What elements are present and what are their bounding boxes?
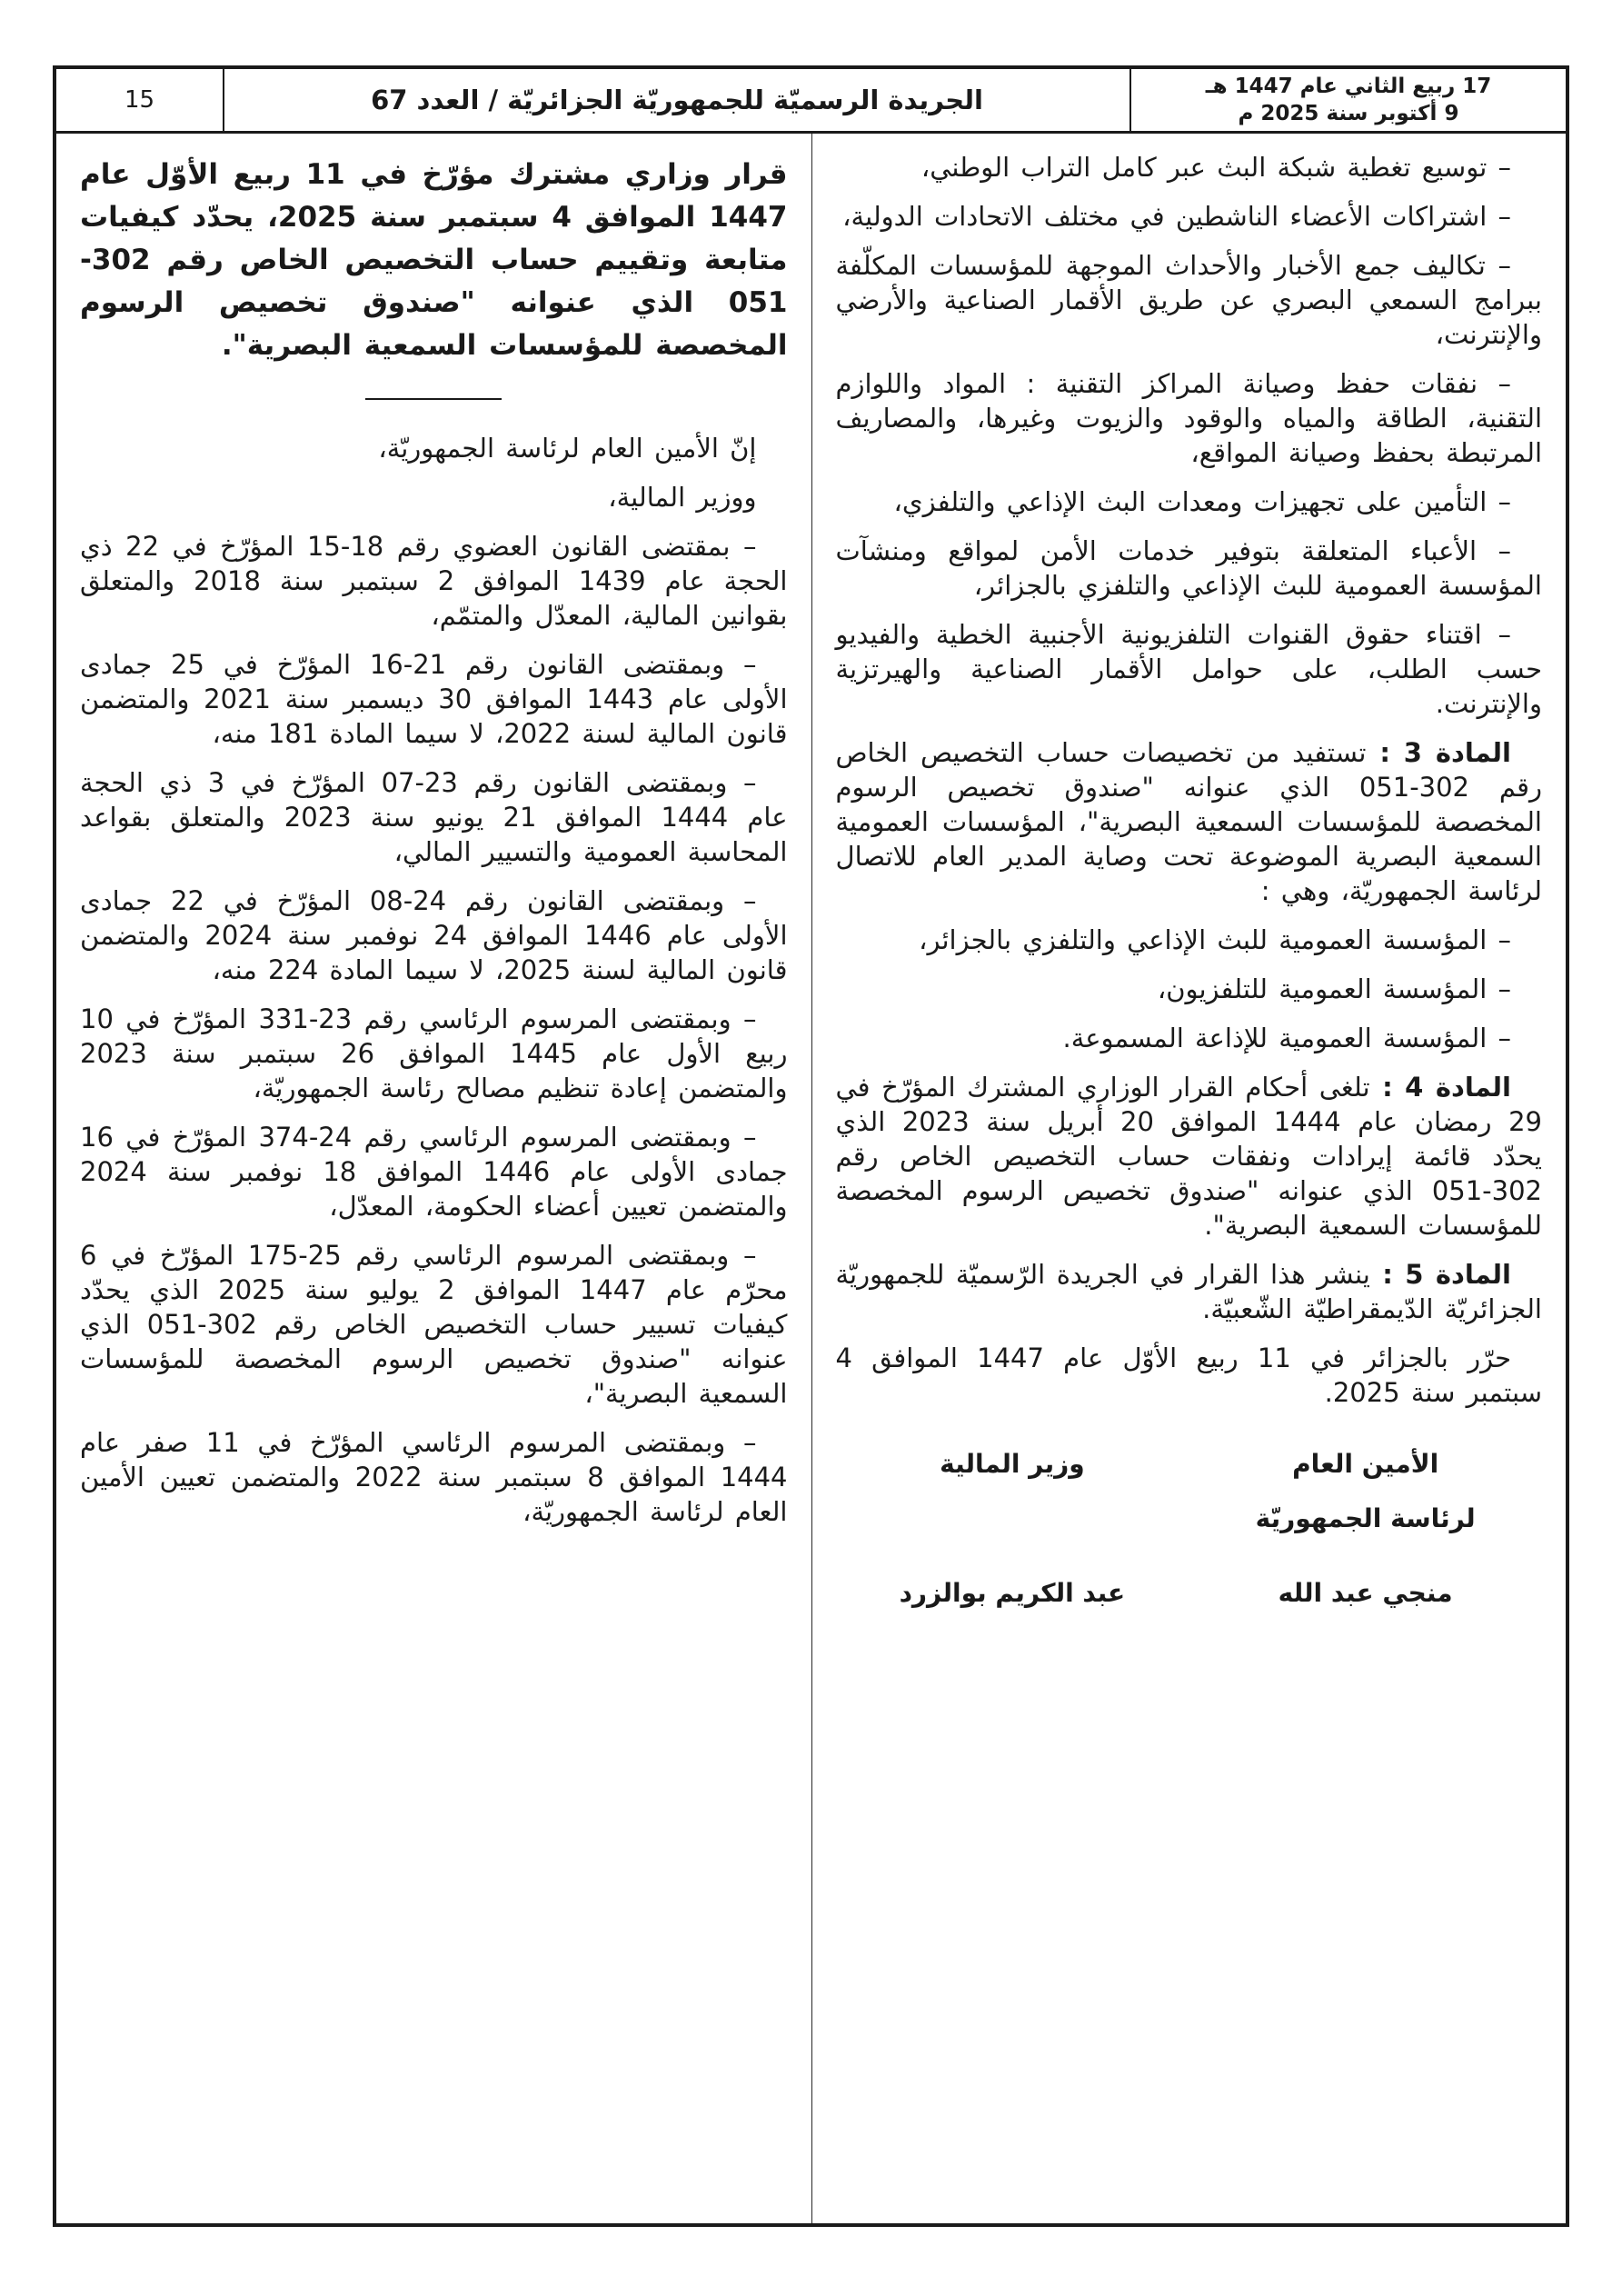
beneficiary-item: – المؤسسة العمومية للتلفزيون، — [1157, 973, 1511, 1004]
citation: – وبمقتضى القانون رقم 24-08 المؤرّخ في 22 جمادى الأولى عام 1446 الموافق 24 نوفمبر سنة 2024 والمتضمن قانون المالية لسنة 2025، لا سيما المادة 224 منه، — [80, 885, 788, 985]
expense-item: – تكاليف جمع الأخبار والأحداث الموجهة للمؤسسات المكلّفة ببرامج السمعي البصري عن طريق الأقمار الصناعية والأرضي والإنترنت، — [835, 250, 1542, 350]
article-4-text: تلغى أحكام القرار الوزاري المشترك المؤرّخ في 29 رمضان عام 1444 الموافق 20 أبريل سنة 2023 الذي يحدّد قائمة إيرادات ونفقات حساب التخصيص الخاص رقم 302-051 الذي عنوانه "صندوق تخصيص الرسوم المخصصة للمؤسسات السمعية البصرية". — [835, 1072, 1542, 1241]
date-gregorian: 9 أكتوبر سنة 2025 م — [1238, 102, 1459, 125]
header-dates — [1129, 69, 1566, 131]
article-3-text: تستفيد من تخصيصات حساب التخصيص الخاص رقم 302-051 الذي عنوانه "صندوق تخصيص الرسوم المخصصة للمؤسسات السمعية البصرية"، المؤسسات العمومية السمعية البصرية الموضوعة تحت وصاية المدير العام للاتصال لرئاسة الجمهوريّة، وهي : — [835, 737, 1542, 906]
expense-item: – اشتراكات الأعضاء الناشطين في مختلف الاتحادات الدولية، — [842, 201, 1511, 232]
beneficiary-item: – المؤسسة العمومية للبث الإذاعي والتلفزي بالجزائر، — [919, 924, 1511, 955]
expense-item: – نفقات حفظ وصيانة المراكز التقنية : المواد واللوازم التقنية، الطاقة والمياه والوقود والزيوت وغيرها، والمصاريف المرتبطة بحفظ وصيانة المواقع، — [835, 368, 1542, 468]
expense-item: – التأمين على تجهيزات ومعدات البث الإذاعي والتلفزي، — [893, 486, 1511, 517]
closing-paragraph: حرّر بالجزائر في 11 ربيع الأوّل عام 1447 الموافق 4 سبتمبر سنة 2025. — [835, 1343, 1542, 1408]
intro-line: ووزير المالية، — [608, 482, 757, 513]
signature-title-line2: لرئاسة الجمهوريّة — [1255, 1503, 1476, 1533]
journal-title: الجريدة الرسميّة للجمهوريّة الجزائريّة / العدد 67 — [371, 85, 983, 115]
signature-secretary-general — [1189, 1448, 1542, 1610]
beneficiary-item: – المؤسسة العمومية للإذاعة المسموعة. — [1062, 1023, 1511, 1053]
citation: – وبمقتضى المرسوم الرئاسي المؤرّخ في 11 صفر عام 1444 الموافق 8 سبتمبر سنة 2022 والمتضمن تعيين الأمين العام لرئاسة الجمهوريّة، — [80, 1427, 788, 1527]
signature-title: الأمين العام — [1292, 1449, 1439, 1479]
left-column — [56, 134, 811, 2223]
expense-item: – توسيع تغطية شبكة البث عبر كامل التراب الوطني، — [920, 152, 1511, 183]
article-5-label: المادة 5 : — [1369, 1259, 1511, 1290]
citation: – وبمقتضى المرسوم الرئاسي رقم 24-374 المؤرّخ في 16 جمادى الأولى عام 1446 الموافق 18 نوفمبر سنة 2024 والمتضمن تعيين أعضاء الحكومة، المعدّل، — [80, 1122, 788, 1222]
signature-name: عبد الكريم بوالزرد — [899, 1578, 1126, 1608]
page-frame — [53, 65, 1569, 2227]
expense-item: – الأعباء المتعلقة بتوفير خدمات الأمن لمواقع ومنشآت المؤسسة العمومية للبث الإذاعي والتلفزي بالجزائر، — [835, 535, 1542, 601]
expense-item: – اقتناء حقوق القنوات التلفزيونية الأجنبية الخطية والفيديو حسب الطلب، على حوامل الأقمار الصناعية والهيرتزية والإنترنت. — [835, 619, 1542, 719]
date-hijri: 17 ربيع الثاني عام 1447 هـ — [1205, 75, 1492, 98]
article-5-text: ينشر هذا القرار في الجريدة الرّسميّة للجمهوريّة الجزائريّة الدّيمقراطيّة الشّعبيّة. — [835, 1259, 1542, 1324]
section-divider — [365, 398, 502, 400]
citation: – وبمقتضى القانون رقم 21-16 المؤرّخ في 25 جمادى الأولى عام 1443 الموافق 30 ديسمبر سنة 2021 والمتضمن قانون المالية لسنة 2022، لا سيما المادة 181 منه، — [80, 649, 788, 749]
article-3-label: المادة 3 : — [1366, 737, 1511, 768]
page-number: 15 — [56, 69, 224, 131]
citation: – وبمقتضى القانون رقم 23-07 المؤرّخ في 3 ذي الحجة عام 1444 الموافق 21 يونيو سنة 2023 والمتعلق بقواعد المحاسبة العمومية والتسيير المالي، — [80, 767, 788, 867]
intro-line: إنّ الأمين العام لرئاسة الجمهوريّة، — [378, 433, 757, 464]
signature-title: وزير المالية — [940, 1449, 1085, 1479]
article-4 — [836, 1070, 1543, 1243]
decree-title: قرار وزاري مشترك مؤرّخ في 11 ربيع الأوّل عام 1447 الموافق 4 سبتمبر سنة 2025، يحدّد كيفيات متابعة وتقييم حساب التخصيص الخاص رقم 302-051 الذي عنوانه "صندوق تخصيص الرسوم المخصصة للمؤسسات السمعية البصرية". — [80, 158, 788, 362]
article-5 — [836, 1257, 1543, 1326]
page-header — [56, 69, 1566, 134]
article-3 — [836, 735, 1543, 908]
citation: – وبمقتضى المرسوم الرئاسي رقم 23-331 المؤرّخ في 10 ربيع الأول عام 1445 الموافق 26 سبتمبر سنة 2023 والمتضمن إعادة تنظيم مصالح رئاسة الجمهوريّة، — [80, 1003, 788, 1103]
page-body — [56, 134, 1566, 2223]
signatures — [836, 1448, 1543, 1610]
citation: – وبمقتضى المرسوم الرئاسي رقم 25-175 المؤرّخ في 6 محرّم عام 1447 الموافق 2 يوليو سنة 2025 الذي يحدّد كيفيات تسيير حساب التخصيص الخاص رقم 302-051 الذي عنوانه "صندوق تخصيص الرسوم المخصصة للمؤسسات السمعية البصرية"، — [80, 1240, 788, 1409]
signature-finance-minister — [836, 1448, 1189, 1610]
citation: – بمقتضى القانون العضوي رقم 18-15 المؤرّخ في 22 ذي الحجة عام 1439 الموافق 2 سبتمبر سنة 2018 والمتعلق بقوانين المالية، المعدّل والمتمّم، — [80, 531, 788, 631]
signature-name: منجي عبد الله — [1278, 1578, 1453, 1608]
right-column — [811, 134, 1567, 2223]
article-4-label: المادة 4 : — [1369, 1072, 1511, 1103]
